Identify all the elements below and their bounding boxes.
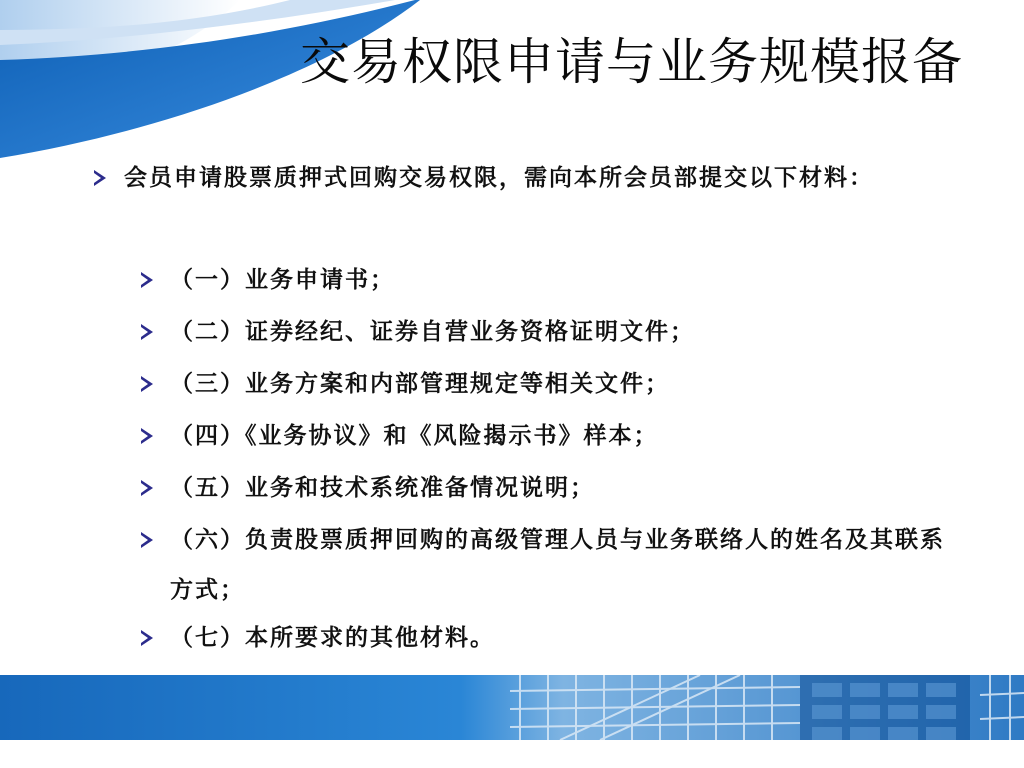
arrow-bullet-icon xyxy=(141,376,153,392)
list-item: （四）《业务协议》和《风险揭示书》样本； xyxy=(170,422,659,449)
arrow-bullet-icon xyxy=(141,480,153,496)
list-item: （三）业务方案和内部管理规定等相关文件； xyxy=(170,370,670,397)
list-item: （七）本所要求的其他材料。 xyxy=(170,624,495,651)
list-item: （六）负责股票质押回购的高级管理人员与业务联络人的姓名及其联系方式； xyxy=(170,526,945,603)
footer-white-strip xyxy=(0,740,1024,768)
list-item: （二）证券经纪、证券自营业务资格证明文件； xyxy=(170,318,695,345)
intro-text: 会员申请股票质押式回购交易权限，需向本所会员部提交以下材料： xyxy=(124,164,874,191)
arrow-bullet-icon xyxy=(94,170,106,186)
arrow-bullet-icon xyxy=(141,324,153,340)
footer-building-band xyxy=(0,675,1024,740)
arrow-bullet-icon xyxy=(141,630,153,646)
arrow-bullet-icon xyxy=(141,428,153,444)
list-item: （五）业务和技术系统准备情况说明； xyxy=(170,474,595,501)
list-item: （一）业务申请书； xyxy=(170,266,395,293)
slide-title: 交易权限申请与业务规模报备 xyxy=(300,33,963,91)
arrow-bullet-icon xyxy=(141,272,153,288)
arrow-bullet-icon xyxy=(141,532,153,548)
